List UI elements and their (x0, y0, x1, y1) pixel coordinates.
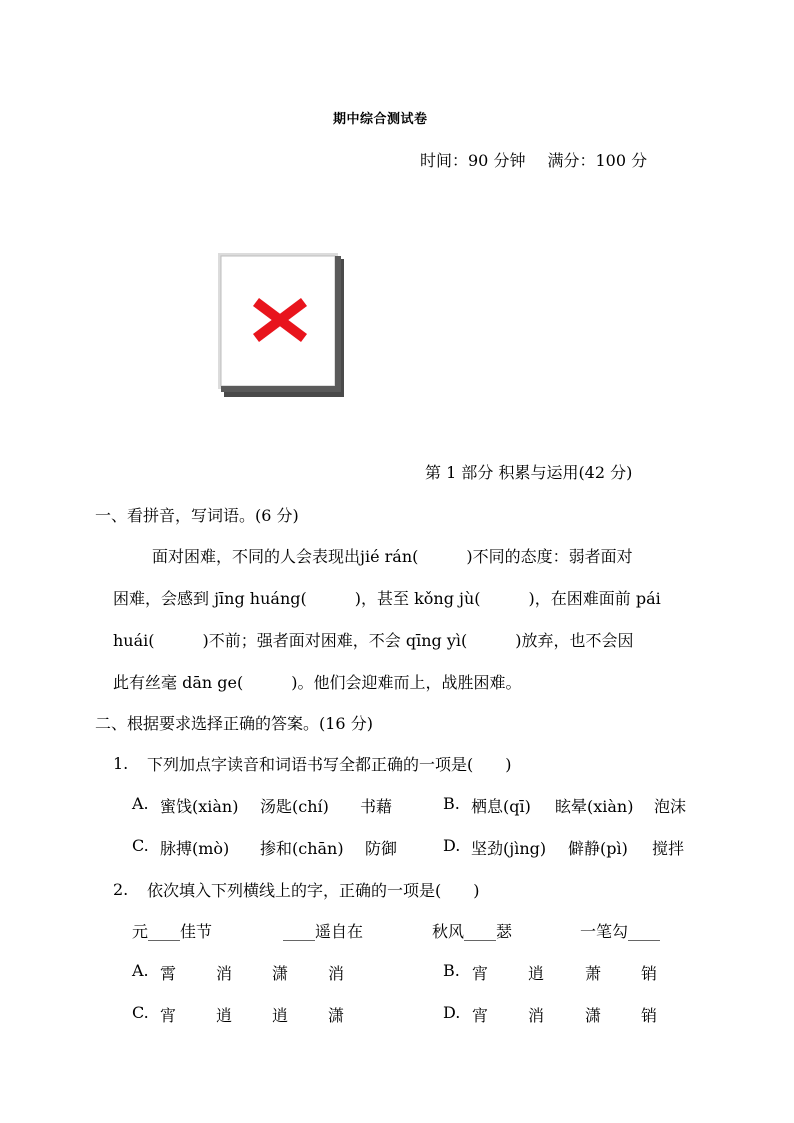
option-word: 眩晕(xiàn) (555, 797, 634, 816)
option-word: 潇 (328, 1006, 345, 1025)
part-title: 第 1 部分 积累与运用(42 分) (425, 463, 633, 482)
option-word: 宵 (160, 1006, 177, 1025)
question-text: 下列加点字读音和词语书写全都正确的一项是( ) (147, 755, 512, 774)
option-word: 逍 (528, 964, 545, 983)
option-label: C. (132, 1003, 149, 1022)
option-word: 逍 (272, 1006, 289, 1025)
section-heading-1: 一、看拼音，写词语。(6 分) (95, 506, 299, 525)
option-word: 栖息(qī) (471, 797, 531, 816)
option-word: 脉搏(mò) (160, 839, 230, 858)
question-text: 依次填入下列横线上的字，正确的一项是( ) (147, 881, 480, 900)
option-label: D. (443, 836, 461, 855)
paragraph-line: huái( )不前；强者面对困难，不会 qīng yì( )放弃，也不会因 (113, 631, 634, 650)
section-heading-2: 二、根据要求选择正确的答案。(16 分) (95, 714, 373, 733)
option-word: 萧 (585, 964, 602, 983)
question-number: 1. (113, 754, 129, 773)
option-word: 消 (216, 964, 233, 983)
time-limit: 时间：90 分钟 (420, 151, 526, 170)
exam-info (420, 148, 647, 171)
option-label: B. (443, 961, 460, 980)
paragraph-line: 困难，会感到 jīng huáng( )，甚至 kǒng jù( )，在困难面前 pái (113, 589, 661, 608)
option-word: 销 (641, 964, 658, 983)
option-word: 销 (641, 1006, 658, 1025)
option-word: 消 (328, 964, 345, 983)
option-word: 搅拌 (652, 839, 685, 858)
option-word: 霄 (160, 964, 177, 983)
option-word: 坚劲(jìng) (471, 839, 547, 858)
option-word: 潇 (272, 964, 289, 983)
question-number: 2. (113, 880, 129, 899)
option-label: C. (132, 836, 149, 855)
option-word: 蜜饯(xiàn) (160, 797, 239, 816)
option-label: A. (132, 961, 149, 980)
option-word: 消 (528, 1006, 545, 1025)
option-word: 僻静(pì) (568, 839, 628, 858)
broken-image-icon (218, 253, 338, 389)
fill-blank-word: ____遥自在 (283, 922, 364, 941)
option-word: 宵 (472, 964, 489, 983)
option-word: 汤匙(chí) (260, 797, 329, 816)
option-word: 防御 (365, 839, 398, 858)
option-label: B. (443, 794, 460, 813)
option-word: 掺和(chān) (260, 839, 344, 858)
option-word: 宵 (472, 1006, 489, 1025)
paragraph-line: 面对困难，不同的人会表现出jié rán( )不同的态度：弱者面对 (152, 547, 633, 566)
option-label: D. (443, 1003, 461, 1022)
fill-blank-word: 元____佳节 (132, 922, 213, 941)
page-title: 期中综合测试卷 (333, 112, 428, 127)
option-word: 逍 (216, 1006, 233, 1025)
full-score: 满分：100 分 (547, 151, 648, 170)
fill-blank-word: 秋风____瑟 (432, 922, 513, 941)
option-word: 潇 (585, 1006, 602, 1025)
option-label: A. (132, 794, 149, 813)
paragraph-line: 此有丝毫 dān ge( )。他们会迎难而上，战胜困难。 (113, 673, 522, 692)
option-word: 泡沫 (654, 797, 687, 816)
option-word: 书藉 (360, 797, 393, 816)
fill-blank-word: 一笔勾____ (580, 922, 661, 941)
